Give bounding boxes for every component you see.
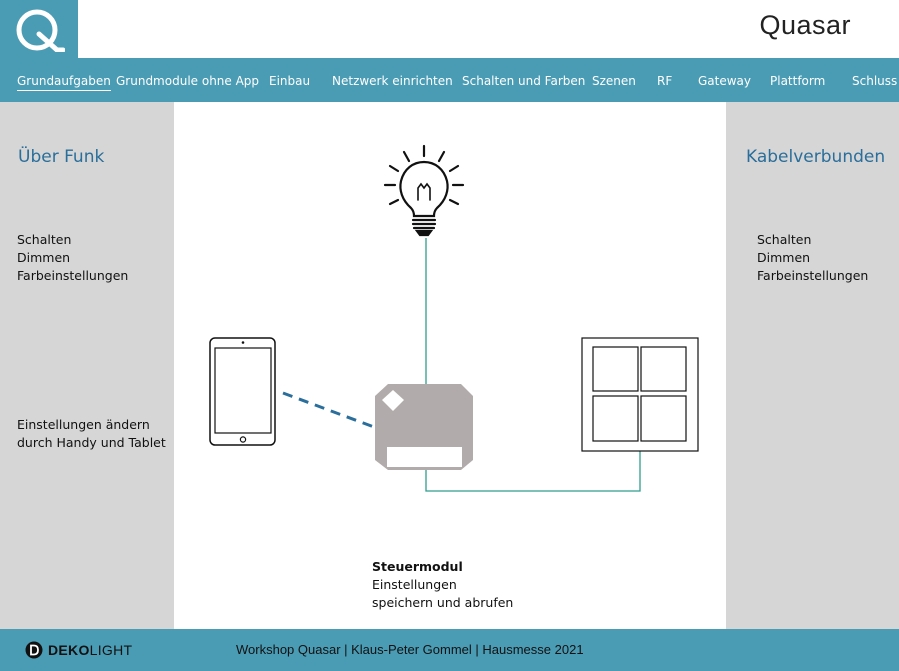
left-panel-heading: Über Funk bbox=[18, 147, 105, 167]
dekolight-logo bbox=[25, 641, 134, 659]
wireless-connection-line bbox=[283, 393, 374, 427]
right-panel-heading: Kabelverbunden bbox=[746, 147, 886, 167]
list-item: Farbeinstellungen bbox=[757, 268, 869, 283]
left-settings-text: Einstellungen ändern durch Handy und Tablet bbox=[17, 417, 166, 450]
nav-item-grundaufgaben[interactable]: Grundaufgaben bbox=[17, 74, 111, 91]
list-item: Schalten bbox=[17, 232, 72, 247]
footer-text: Workshop Quasar | Klaus-Peter Gommel | Hausmesse 2021 bbox=[236, 642, 584, 657]
control-module-caption bbox=[372, 558, 513, 612]
nav-item-plattform[interactable]: Plattform bbox=[770, 74, 826, 88]
nav-item-netzwerk[interactable]: Netzwerk einrichten bbox=[332, 74, 453, 88]
list-item: Dimmen bbox=[757, 250, 811, 265]
control-module-title: Steuermodul bbox=[372, 559, 463, 574]
nav-item-grundmodule[interactable]: Grundmodule ohne App bbox=[116, 74, 260, 88]
brand-name: Quasar bbox=[759, 10, 851, 40]
wall-switch-icon bbox=[582, 338, 698, 451]
tablet-icon bbox=[210, 338, 275, 445]
nav-item-szenen[interactable]: Szenen bbox=[592, 74, 636, 88]
list-item: Dimmen bbox=[17, 250, 71, 265]
footer-logo-light: LIGHT bbox=[89, 642, 133, 658]
footer bbox=[0, 629, 899, 671]
control-module-description: Einstellungen bbox=[372, 577, 457, 592]
nav-item-schluss[interactable]: Schluss bbox=[852, 74, 898, 88]
nav-item-rf[interactable]: RF bbox=[657, 74, 673, 88]
nav-item-schalten-farben[interactable]: Schalten und Farben bbox=[462, 74, 586, 88]
nav-item-gateway[interactable]: Gateway bbox=[698, 74, 752, 88]
d-logo-icon bbox=[25, 641, 43, 659]
list-item: Schalten bbox=[757, 232, 812, 247]
light-bulb-icon bbox=[385, 146, 463, 235]
list-item: Farbeinstellungen bbox=[17, 268, 129, 283]
control-module bbox=[375, 384, 473, 470]
footer-logo-text bbox=[48, 642, 132, 658]
nav-item-einbau[interactable]: Einbau bbox=[269, 74, 311, 88]
control-module-description: speichern und abrufen bbox=[372, 595, 514, 610]
footer-logo-bold: DEKO bbox=[48, 642, 90, 658]
